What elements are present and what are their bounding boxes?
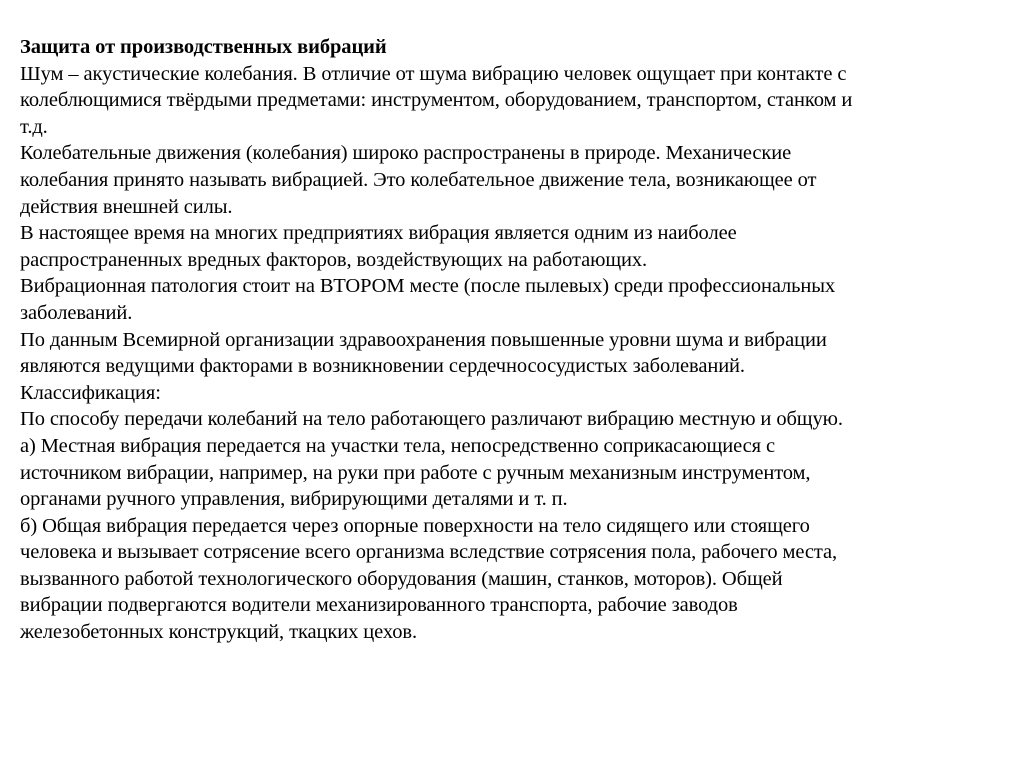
paragraph-transmission-method: По способу передачи колебаний на тело работающего различают вибрацию местную и общую. (20, 408, 843, 431)
paragraph-pathology: Вибрационная патология стоит на ВТОРОМ месте (после пылевых) среди профессиональных заболеваний. (20, 275, 836, 324)
paragraph-noise-definition: Шум – акустические колебания. В отличие от шума вибрацию человек ощущает при контакте с колеблющимися твёрдыми предметами: инструментом, оборудованием, транспортом, станком и т.д. (20, 62, 853, 138)
paragraph-general-vibration: б) Общая вибрация передается через опорные поверхности на тело сидящего или стоящего человека и вызывает сотрясение всего организма вследствие сотрясения пола, рабочего места, вызванного работой технологического оборудования (машин, станков, моторов). Общей вибрации подвергаются водители механизированного транспорта, рабочие заводов железобетонных конструкций, ткацких цехов. (20, 514, 838, 644)
paragraph-enterprises: В настоящее время на многих предприятиях вибрация является одним из наиболее распространенных вредных факторов, воздействующих на работающих. (20, 222, 737, 271)
paragraph-classification-heading: Классификация: (20, 381, 161, 404)
paragraph-local-vibration: а) Местная вибрация передается на участки тела, непосредственно соприкасающиеся с источником вибрации, например, на руки при работе с ручным механизным инструментом, органами ручного управления, вибрирующими деталями и т. п. (20, 434, 811, 511)
paragraph-who: По данным Всемирной организации здравоохранения повышенные уровни шума и вибрации являются ведущими факторами в возникновении сердечнососудистых заболеваний. (20, 328, 827, 378)
document-body (20, 34, 1010, 646)
paragraph-oscillations: Колебательные движения (колебания) широко распространены в природе. Механические колебания принято называть вибрацией. Это колебательное движение тела, возникающее от действия внешней силы. (20, 142, 817, 218)
document-title: Защита от производственных вибраций (20, 36, 387, 58)
